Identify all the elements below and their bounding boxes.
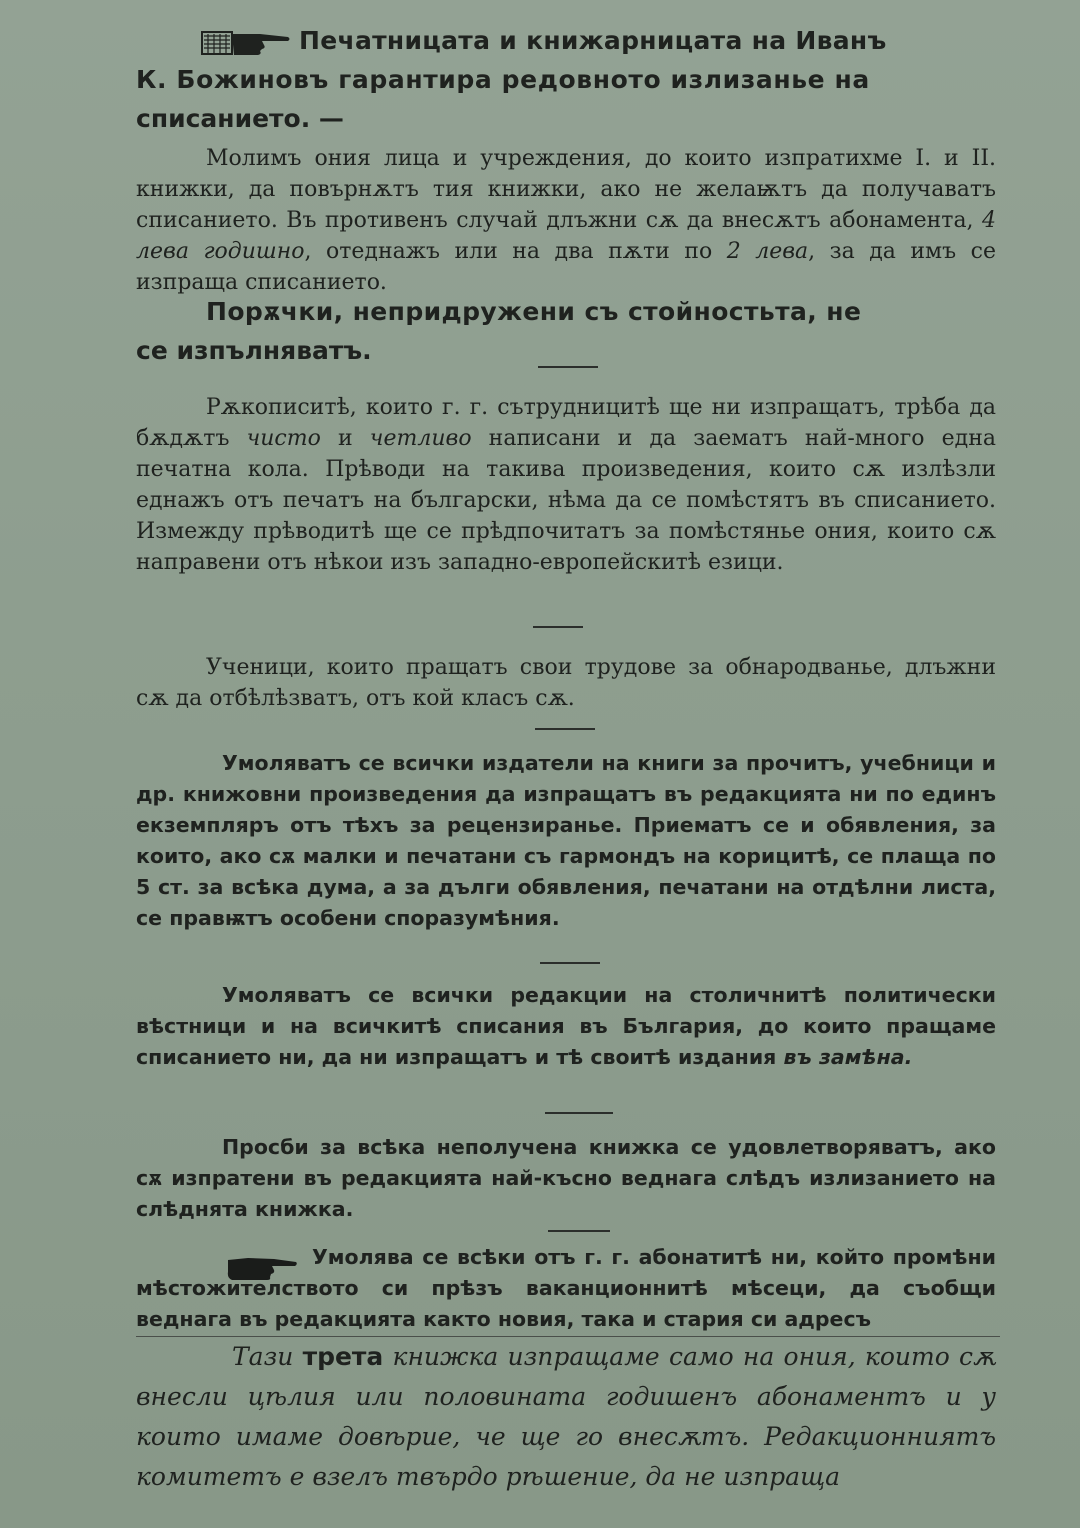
p7-text: Просби за всѣка неполучена книжка се удовлетворяватъ, ако сѫ изпратени въ редакцията най-късно веднага слѣдъ излизанието на слѣднята книжка.: [136, 1135, 996, 1221]
paragraph-exchange: [136, 980, 996, 1073]
paragraph-subscription: [136, 143, 996, 298]
orders-notice: [136, 292, 996, 370]
p5-text: Умоляватъ се всички издатели на книги за прочитъ, учебници и др. книжовни произведения да изпращатъ въ редакцията ни по единъ екземпляръ отъ тѣхъ за рецензиранье. Приематъ се и обявления, за които, ако сѫ малки и печатани съ гармондъ на корицитѣ, се плаща по 5 ст. за всѣка дума, а за дълги обявления, печатани на отдѣлни листа, се правѭтъ особени споразумѣния.: [136, 751, 996, 930]
header-line-1: Печатницата и книжарницата на Иванъ: [299, 26, 887, 55]
separator: [540, 962, 600, 964]
separator: [538, 366, 598, 368]
p3-text-e: написани и да заематъ най-много една печатна кола. Прѣводи на такива произведения, които сѫ излѣзли еднажъ отъ печатъ на български, нѣма да се помѣстятъ въ списанието. Измежду прѣводитѣ ще се прѣдпочитатъ за помѣстянье ония, които сѫ направени отъ нѣкои изъ западно-европейскитѣ езици.: [136, 426, 996, 575]
p1-text-a: Молимъ ония лица и учреждения, до които изпратихме I. и II. книжки, да повърнѫтъ тия книжки, ако не желаѭтъ да получаватъ списанието. Въ противенъ случай длъжни сѫ да внесѫтъ абонамента,: [136, 146, 996, 233]
separator: [548, 1230, 610, 1232]
paragraph-address-change: [136, 1242, 996, 1335]
p4-text: Ученици, които пращатъ свои трудове за обнародванье, длъжни сѫ да отбѣлѣзватъ, отъ кой класъ сѫ.: [136, 655, 996, 711]
paragraph-missing-issues: [136, 1132, 996, 1225]
separator: [535, 728, 595, 730]
orders-line-1: Порѫчки, непридружени съ стойностьта, не: [206, 297, 862, 326]
p3-clean: чисто: [246, 426, 321, 451]
paragraph-students: [136, 652, 996, 714]
header-block: [136, 21, 996, 138]
separator: [533, 626, 583, 628]
p1-text-c: , отеднажъ или на два пѫти по: [304, 239, 727, 264]
paragraph-third-issue: [136, 1337, 996, 1497]
p1-half-price: 2 лева: [726, 239, 809, 264]
p8-text: Умолява се всѣки отъ г. г. абонатитѣ ни, който промѣни мѣстожителството си прѣзъ ваканционнитѣ мѣсеци, да съобщи веднага въ редакцията както новия, така и стария си адресъ: [136, 1245, 996, 1331]
separator: [545, 1112, 613, 1114]
orders-line-2: се изпълняватъ.: [136, 336, 372, 365]
p3-text-c: и: [320, 426, 370, 451]
p3-legible: четливо: [369, 426, 472, 451]
p9-text-a: Тази: [232, 1342, 303, 1371]
paragraph-manuscripts: [136, 392, 996, 578]
p6-text-a: Умоляватъ се всички редакции на столичнитѣ политически вѣстници и на всичкитѣ списания въ България, до които пращаме списанието ни, да ни изпращатъ и тѣ своитѣ издания: [136, 983, 996, 1069]
p1-text-e: , за да имъ се изпраща списанието.: [136, 239, 996, 295]
header-line-3: списанието. —: [136, 104, 344, 133]
p9-text-c: книжка изпращаме само на ония, които сѫ внесли цѣлия или половината годишенъ абонаментъ и у които имаме довѣрие, че ще го внесѫтъ. Редакционниятъ комитетъ е взелъ твърдо рѣшение, да не изпраща: [136, 1342, 997, 1491]
header-line-2: К. Божиновъ гарантира редовното излизанье на: [136, 65, 870, 94]
p3-text-a: Рѫкописитѣ, които г. г. сътрудницитѣ ще ни изпращатъ, трѣба да бѫдѫтъ: [136, 395, 996, 451]
p1-price: 4 лева годишно: [136, 208, 996, 264]
p6-exchange: въ замѣна.: [783, 1045, 913, 1069]
p9-third: трета: [302, 1342, 384, 1371]
paragraph-publishers: [136, 748, 996, 934]
